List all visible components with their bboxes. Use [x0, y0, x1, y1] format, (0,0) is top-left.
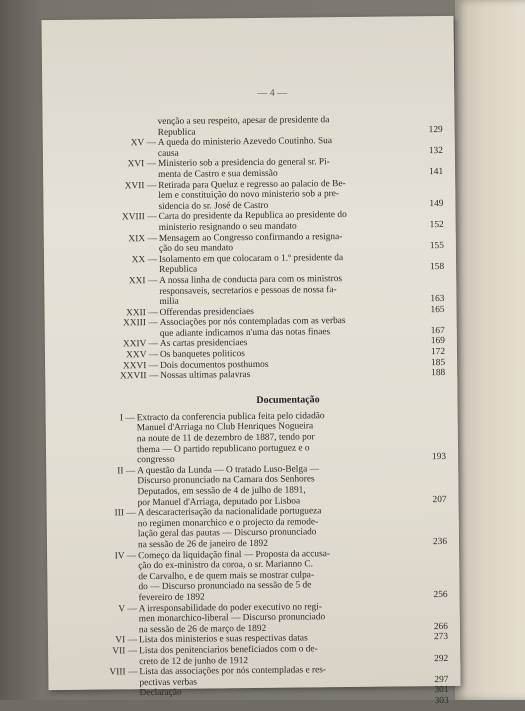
- entry-line: thema — O partido republicano portuguez e o: [137, 442, 412, 455]
- entry-title: [139, 601, 414, 636]
- toc-entry: [99, 273, 444, 308]
- entry-numeral: XXV —: [100, 350, 160, 361]
- entry-page-number: 188: [411, 368, 445, 379]
- entry-title: [159, 252, 410, 276]
- toc-entry: [100, 368, 445, 382]
- book-page: [42, 16, 461, 690]
- page-number: — 4 —: [257, 88, 287, 99]
- entry-line: Discurso pronunciado na Camara dos Senhores: [137, 474, 412, 487]
- chapter-list: [98, 114, 446, 382]
- entry-line: Os banquetes politicos: [160, 347, 411, 360]
- entry-line: A nossa linha de conducta para com os ministros: [159, 273, 410, 286]
- entry-page-number: 207: [412, 495, 446, 506]
- entry-title: [158, 136, 409, 160]
- entry-numeral: XVII —: [98, 181, 158, 192]
- entry-numeral: XVI —: [98, 159, 158, 170]
- entry-page-number: 158: [410, 262, 444, 273]
- entry-page-number: 169: [411, 336, 445, 347]
- entry-line: na sessão de 26 de março de 1892: [139, 622, 414, 635]
- entry-line: Extracto da conferencia publica feita pelo cidadão: [137, 410, 412, 423]
- entry-numeral: XXII —: [100, 308, 160, 319]
- entry-line: Republica: [158, 125, 409, 138]
- entry-numeral: V —: [103, 604, 139, 615]
- entry-line: Nossas ultimas palavras: [160, 369, 411, 382]
- entry-line: As cartas presidenciaes: [160, 337, 411, 350]
- documents-list: [101, 410, 449, 710]
- entry-line: Manuel d'Arriaga no Club Henriques Nogueira: [137, 421, 412, 434]
- entry-numeral: XXI —: [99, 276, 159, 287]
- entry-title: [138, 548, 414, 604]
- entry-numeral: II —: [101, 466, 137, 477]
- entry-line: Republica: [159, 263, 410, 276]
- entry-title: [159, 273, 410, 307]
- entry-numeral: XX —: [99, 255, 159, 266]
- entry-line: do — Discurso pronunciado na sessão de 5 de: [138, 580, 413, 593]
- entry-line: Declaração: [140, 686, 415, 699]
- entry-page-number: 129: [409, 125, 443, 136]
- entry-page-number: 301: [414, 685, 448, 696]
- entry-line: fevereiro de 1892: [139, 590, 414, 603]
- entry-page-number: 149: [409, 199, 443, 210]
- entry-line: Lista dos ministerios e suas respectivas datas: [139, 633, 414, 646]
- entry-numeral: XVIII —: [99, 212, 159, 223]
- entry-numeral: IV —: [102, 551, 138, 562]
- entry-line: Lista das associações por nós contempladas e res-: [139, 664, 414, 677]
- entry-line: de Carvalho, e de quem mais se mostrar culpa-: [138, 569, 413, 582]
- entry-numeral: [98, 117, 158, 118]
- entry-line: A descaracterisação da nacionalidade portugueza: [138, 506, 413, 519]
- entry-page-number: 292: [414, 653, 448, 664]
- entry-numeral: XXVI —: [100, 361, 160, 372]
- facing-page-edge: [455, 0, 525, 700]
- entry-line: A questão da Lunda — O tratado Luso-Belga —: [137, 463, 412, 476]
- entry-line: Retirada para Queluz e regresso ao palacio de Be-: [158, 178, 409, 191]
- entry-line: congresso: [137, 453, 412, 466]
- toc-entry: [101, 463, 446, 509]
- entry-line: por Manuel d'Arriaga, deputado por Lisboa: [138, 495, 413, 508]
- entry-line: Deputados, em sessão de 4 de julho de 1891,: [137, 484, 412, 497]
- entry-line: Dois documentos posthumos: [160, 358, 411, 371]
- entry-line: lem e constituição do novo ministerio sob a pre-: [158, 188, 409, 201]
- entry-line: ção do seu mandato: [159, 241, 410, 254]
- entry-page-number: 165: [411, 305, 445, 316]
- entry-title: [160, 369, 411, 382]
- entry-numeral: XXIV —: [100, 339, 160, 350]
- entry-line: ção do ex-ministro da coroa, o sr. Marianno C.: [138, 558, 413, 571]
- entry-title: [158, 157, 409, 181]
- toc-entry: [98, 178, 443, 213]
- entry-line: Associações por nós contempladas com as verbas: [160, 316, 411, 329]
- entry-numeral: XXVII —: [100, 371, 160, 382]
- entry-line: Começo da liquidação final — Proposta da accusa-: [138, 548, 413, 561]
- entry-page-number: 185: [411, 358, 445, 369]
- entry-title: [158, 114, 409, 138]
- entry-page-number: 266: [414, 622, 448, 633]
- entry-title: [139, 643, 414, 667]
- entry-line: milia: [159, 294, 410, 307]
- entry-line: lação geral das pautas — Discurso pronunciado: [138, 527, 413, 540]
- section-heading: Documentação: [130, 393, 445, 407]
- entry-line: que adiante indicamos n'uma das notas finaes: [160, 326, 411, 339]
- entry-numeral: XIX —: [99, 233, 159, 244]
- entry-line: venção a seu respeito, apesar de presidente da: [158, 114, 409, 127]
- entry-title: [137, 463, 412, 508]
- entry-page-number: 163: [410, 294, 444, 305]
- entry-line: Carta do presidente da Republica ao presidente do: [159, 210, 410, 223]
- entry-page-number: 256: [413, 590, 447, 601]
- toc-entry: [101, 410, 447, 467]
- entry-line: pectivas verbas: [139, 675, 414, 688]
- entry-line: men monarchico-liberal — Discurso pronunciado: [139, 611, 414, 624]
- entry-page-number: 155: [410, 241, 444, 252]
- entry-title: [158, 178, 409, 212]
- entry-line: A irresponsabilidade do poder executivo no regi-: [139, 601, 414, 614]
- entry-title: [159, 210, 410, 234]
- entry-page-number: 172: [411, 347, 445, 358]
- entry-page-number: 152: [410, 220, 444, 231]
- entry-numeral: I —: [101, 413, 137, 424]
- entry-page-number: 273: [414, 632, 448, 643]
- entry-line: Isolamento em que colocaram o 1.º presidente da: [159, 252, 410, 265]
- entry-line: Mensagem ao Congresso confirmando a resigna-: [159, 231, 410, 244]
- entry-title: [159, 231, 410, 255]
- entry-page-number: 132: [409, 146, 443, 157]
- toc-entry: [102, 548, 448, 605]
- entry-numeral: XV —: [98, 138, 158, 149]
- toc-entry: [102, 505, 447, 551]
- entry-page-number: 236: [413, 537, 447, 548]
- entry-line: menta de Castro e sua demissão: [158, 167, 409, 180]
- entry-line: Ministerio sob a presidencia do general sr. Pi-: [158, 157, 409, 170]
- entry-page-number: 303: [415, 696, 449, 707]
- toc-entry: [103, 600, 448, 635]
- entry-line: Offerendas presidenciaes: [160, 305, 411, 318]
- entry-page-number: 167: [411, 326, 445, 337]
- entry-numeral: VIII —: [103, 667, 139, 678]
- entry-line: sidencia do sr. José de Castro: [158, 199, 409, 212]
- entry-line: causa: [158, 146, 409, 159]
- entry-line: ministerio resignando o seu mandato: [159, 220, 410, 233]
- entry-title: [160, 316, 411, 340]
- entry-title: [138, 506, 413, 551]
- entry-line: Lista dos penitenciarios beneficiados com o de-: [139, 643, 414, 656]
- entry-title: [139, 664, 414, 688]
- entry-line: A queda do ministerio Azevedo Coutinho. Sua: [158, 136, 409, 149]
- entry-page-number: 141: [409, 167, 443, 178]
- entry-title: [137, 410, 413, 466]
- entry-line: creto de 12 de junho de 1912: [139, 654, 414, 667]
- entry-numeral: VII —: [103, 646, 139, 657]
- entry-page-number: 193: [412, 452, 446, 463]
- entry-line: na sessão de 26 de janeiro de 1892: [138, 537, 413, 550]
- entry-numeral: VI —: [103, 636, 139, 647]
- entry-line: responsaveis, secretarios e pessoas de nossa fa-: [159, 284, 410, 297]
- entry-numeral: XXIII —: [100, 318, 160, 329]
- entry-line: no regimen monarchico e o projecto da remode-: [138, 516, 413, 529]
- entry-page-number: 297: [414, 675, 448, 686]
- entry-numeral: III —: [102, 508, 138, 519]
- entry-line: na noute de 11 de dezembro de 1887, tendo por: [137, 431, 412, 444]
- table-of-contents: [98, 114, 449, 710]
